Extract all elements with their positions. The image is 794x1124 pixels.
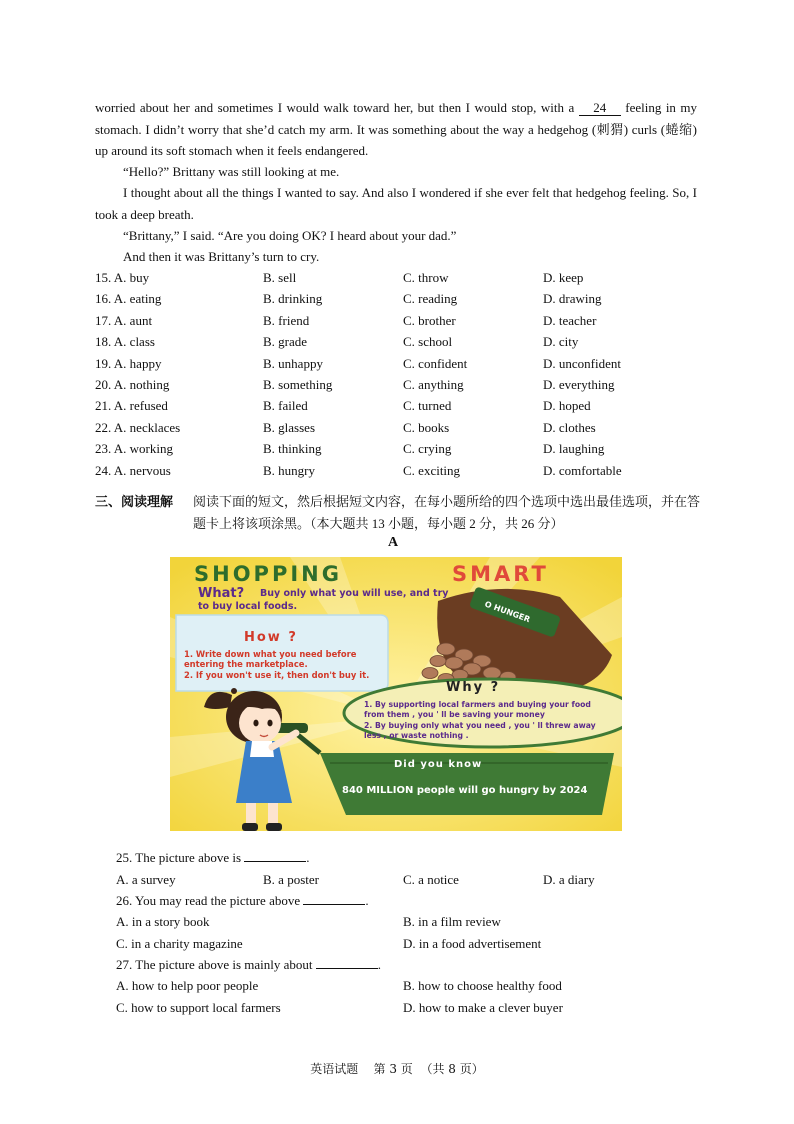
option[interactable]: C. a notice — [403, 872, 459, 887]
cloze-option[interactable]: D. hoped — [543, 398, 591, 414]
cloze-option[interactable]: 22. A. necklaces — [95, 419, 181, 435]
option[interactable]: A. how to help poor people — [116, 978, 259, 993]
what-text-line1: Buy only what you will use, and try — [260, 588, 449, 599]
passage-paragraph-2: “Hello?” Brittany was still looking at me. — [123, 164, 340, 179]
cloze-option[interactable]: B. failed — [263, 398, 308, 414]
cloze-option[interactable]: C. books — [403, 419, 450, 435]
option[interactable]: D. a diary — [543, 872, 595, 887]
cloze-option[interactable]: B. sell — [263, 270, 297, 285]
cloze-option[interactable]: B. unhappy — [263, 355, 323, 371]
cloze-option[interactable]: C. brother — [403, 312, 456, 328]
passage-paragraph-3: I thought about all the things I wanted to say. And also I wondered if she ever felt that hedgehog feeling. So, I took a deep breath. — [95, 185, 697, 222]
cloze-option[interactable]: 15. A. buy — [95, 270, 150, 285]
option[interactable]: D. how to make a clever buyer — [403, 1000, 563, 1015]
cloze-option[interactable]: 24. A. nervous — [95, 462, 171, 478]
why-reason2-line1: 2. By buying only what you need , you ' ll threw away — [364, 721, 596, 730]
what-label: What? — [198, 586, 245, 601]
option[interactable]: B. a poster — [263, 872, 319, 887]
cloze-option[interactable]: 19. A. happy — [95, 355, 162, 371]
sack-label: O HUNGER — [483, 599, 532, 625]
why-reason1-line1: 1. By supporting local farmers and buying your food — [364, 700, 591, 709]
how-step1-line1: 1. Write down what you need before — [184, 649, 357, 659]
cloze-option[interactable]: 16. A. eating — [95, 291, 162, 307]
cloze-option-row — [95, 313, 715, 334]
answer-blank — [244, 850, 306, 862]
question-26: 26. You may read the picture above . — [116, 893, 369, 908]
cloze-option[interactable]: 18. A. class — [95, 334, 155, 350]
cloze-option-row — [95, 463, 715, 484]
cloze-blank-24: 24 — [579, 101, 621, 116]
passage-text: feeling in my stomach. I didn’t worry that she’d catch my arm. It was something about the way a hedgehog (刺猬) curls (蜷缩) up around its soft stomach when it feels endangered. — [95, 100, 698, 158]
cloze-option[interactable]: D. comfortable — [543, 462, 622, 478]
cloze-option[interactable]: D. clothes — [543, 419, 596, 435]
answer-blank — [303, 893, 365, 905]
cloze-option[interactable]: B. friend — [263, 312, 310, 328]
cloze-option[interactable]: D. teacher — [543, 312, 597, 328]
passage-paragraph-4: “Brittany,” I said. “Are you doing OK? I heard about your dad.” — [123, 228, 457, 243]
did-you-know-fact: 840 MILLION people will go hungry by 2024 — [342, 785, 588, 796]
question-25: 25. The picture above is . — [116, 850, 310, 865]
option[interactable]: D. in a food advertisement — [403, 936, 542, 951]
how-step1-line2: entering the marketplace. — [184, 659, 308, 669]
why-label: Why ? — [446, 680, 501, 695]
cloze-option[interactable]: 23. A. working — [95, 441, 173, 457]
answer-blank — [316, 957, 378, 969]
passage-text: worried about her and sometimes I would walk toward her, but then I would stop, with a — [95, 100, 575, 115]
section-title: 三、阅读理解 — [95, 495, 174, 510]
did-you-know-label: Did you know — [394, 759, 483, 770]
question-stem: 26. You may read the picture above — [116, 893, 301, 908]
why-reason2-line2: less , or waste nothing . — [364, 731, 469, 740]
option[interactable]: A. a survey — [116, 872, 176, 887]
footer-total-pages: （共 8 页） — [420, 1062, 484, 1076]
cloze-option[interactable]: D. drawing — [543, 291, 602, 307]
passage-paragraph-5: And then it was Brittany’s turn to cry. — [123, 249, 320, 264]
option[interactable]: B. how to choose healthy food — [403, 978, 562, 993]
cloze-option[interactable]: B. hungry — [263, 462, 315, 478]
cloze-option[interactable]: 17. A. aunt — [95, 312, 153, 328]
poster-title-shopping: SHOPPING — [194, 562, 342, 586]
poster-illustration — [170, 557, 622, 831]
cloze-option[interactable]: C. crying — [403, 441, 452, 457]
cloze-option[interactable]: B. glasses — [263, 419, 315, 435]
cloze-option[interactable]: B. drinking — [263, 291, 323, 307]
cloze-option[interactable]: B. thinking — [263, 441, 322, 457]
how-label: How ? — [244, 630, 298, 645]
footer-subject: 英语试题 — [310, 1062, 359, 1076]
how-step2: 2. If you won't use it, then don't buy it. — [184, 670, 370, 680]
page-footer — [0, 1060, 794, 1077]
section-instructions: 阅读下面的短文，然后根据短文内容，在每小题所给的四个选项中选出最佳选项，并在答题卡上将该项涂黑。（本大题共 13 小题，每小题 2 分，共 26 分） — [193, 494, 701, 531]
what-text-line2: to buy local foods. — [198, 601, 298, 612]
cloze-option[interactable]: C. exciting — [403, 462, 461, 478]
cloze-option[interactable]: C. school — [403, 334, 453, 350]
cloze-option-row — [95, 441, 715, 462]
cloze-option[interactable]: 21. A. refused — [95, 398, 168, 414]
cloze-option[interactable]: 20. A. nothing — [95, 377, 170, 392]
why-reason1-line2: from them , you ' ll be saving your money — [364, 710, 545, 719]
poster-title-smart: SMART — [452, 562, 549, 586]
shopping-smart-poster — [170, 557, 622, 831]
passage-letter: A — [388, 535, 399, 550]
option[interactable]: B. in a film review — [403, 914, 501, 929]
cloze-option-row — [95, 420, 715, 441]
cloze-option[interactable]: C. reading — [403, 291, 458, 307]
cloze-option-row — [95, 291, 715, 312]
cloze-option[interactable]: D. everything — [543, 377, 615, 392]
option[interactable]: C. how to support local farmers — [116, 1000, 281, 1015]
cloze-option[interactable]: C. anything — [403, 377, 464, 392]
cloze-option[interactable]: C. confident — [403, 355, 468, 371]
passage-paragraph-1 — [95, 97, 697, 162]
cloze-option-row — [95, 270, 715, 291]
footer-page-number: 第 3 页 — [373, 1062, 413, 1076]
cloze-option-row — [95, 356, 715, 377]
cloze-option[interactable]: C. throw — [403, 270, 449, 285]
option[interactable]: C. in a charity magazine — [116, 936, 243, 951]
cloze-option[interactable]: D. unconfident — [543, 355, 621, 371]
cloze-option-row — [95, 334, 715, 355]
cloze-option[interactable]: B. grade — [263, 334, 308, 350]
cloze-option[interactable]: D. keep — [543, 270, 584, 285]
question-stem: 27. The picture above is mainly about — [116, 957, 313, 972]
question-stem: 25. The picture above is — [116, 850, 242, 865]
option[interactable]: A. in a story book — [116, 914, 210, 929]
cloze-option[interactable]: C. turned — [403, 398, 452, 414]
cloze-option[interactable]: D. city — [543, 334, 579, 350]
question-27: 27. The picture above is mainly about . — [116, 957, 382, 972]
cloze-option-row — [95, 398, 715, 419]
cloze-option-row — [95, 377, 715, 398]
cloze-option[interactable]: B. something — [263, 377, 333, 392]
cloze-option[interactable]: D. laughing — [543, 441, 605, 457]
